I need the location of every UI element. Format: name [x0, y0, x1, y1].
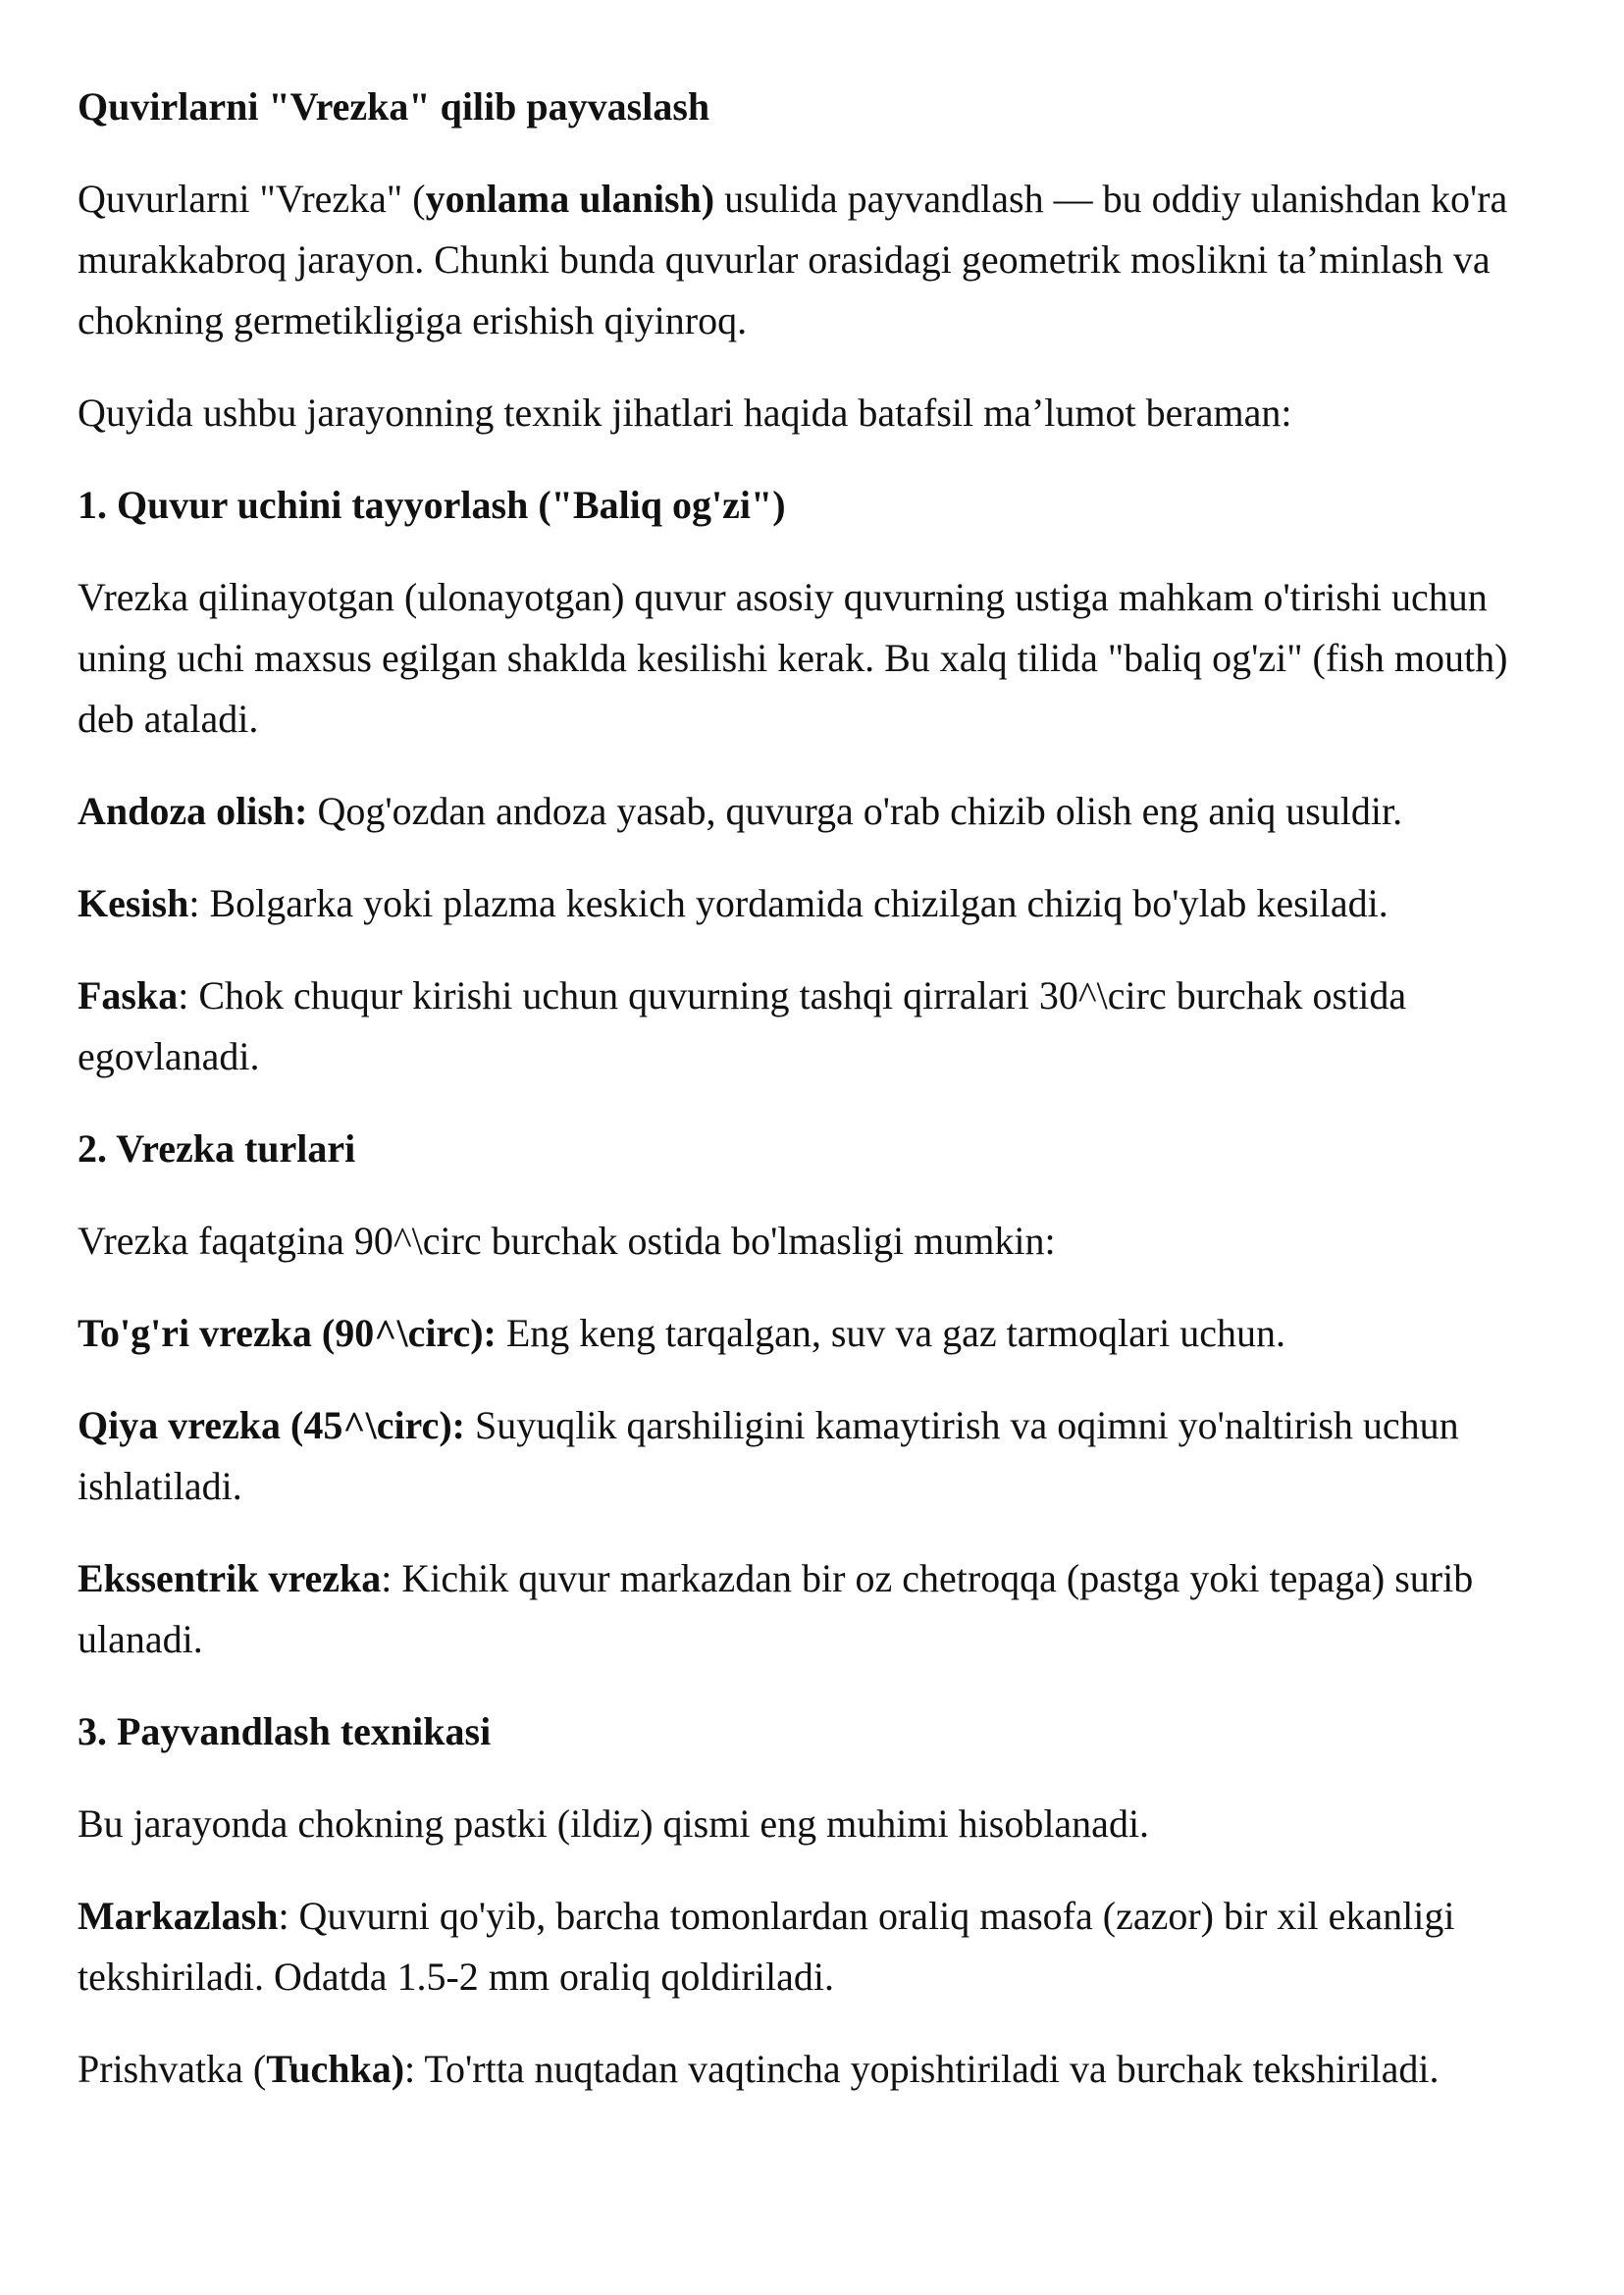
item-term: Faska: [78, 973, 179, 1017]
item-description: : To'rtta nuqtadan vaqtincha yopishtiriladi va burchak tekshiriladi.: [404, 2047, 1440, 2091]
document-title: Quvirlarni "Vrezka" qilib payvaslash: [78, 84, 710, 129]
item-term: Tuchka): [266, 2047, 405, 2091]
item-term: Markazlash: [78, 1894, 279, 1938]
item-description: : Kichik quvur markazdan bir oz chetroqqa (pastga yoki tepaga) surib ulanadi.: [78, 1556, 1474, 1661]
item-term: To'g'ri vrezka (90^\circ):: [78, 1311, 497, 1355]
item-description: Suyuqlik qarshiligini kamaytirish va oqimni yo'naltirish uchun ishlatiladi.: [78, 1403, 1459, 1508]
intro-text-end: usulida payvandlash — bu oddiy ulanishdan ko'ra murakkabroq jarayon. Chunki bunda quvurlar orasidagi geometrik moslikni ta’minlash va chokning germetikligiga erishish qiyinroq.: [78, 177, 1508, 342]
item-description: : Quvurni qo'yib, barcha tomonlardan oraliq masofa (zazor) bir xil ekanligi tekshiriladi. Odatda 1.5-2 mm oraliq qoldiriladi.: [78, 1894, 1455, 1999]
section-2-heading: 2. Vrezka turlari: [78, 1126, 356, 1171]
intro-bold-term: yonlama ulanish): [425, 177, 715, 221]
section-3-item-markazlash: [78, 1886, 1569, 2008]
item-description: : Chok chuqur kirishi uchun quvurning tashqi qirralari 30^\circ burchak ostida egovlanadi.: [78, 973, 1407, 1078]
section-2-item-qiya: [78, 1395, 1569, 1517]
section-3-text: Bu jarayonda chokning pastki (ildiz) qismi eng muhimi hisoblanadi.: [78, 1801, 1150, 1846]
item-prefix: Prishvatka (: [78, 2047, 267, 2091]
item-description: : Bolgarka yoki plazma keskich yordamida chizilgan chiziq bo'ylab kesiladi.: [188, 881, 1388, 925]
item-term: Kesish: [78, 881, 189, 925]
item-description: Qog'ozdan andoza yasab, quvurga o'rab chizib olish eng aniq usuldir.: [307, 789, 1403, 833]
document-page: [78, 77, 1569, 2131]
section-2-text: Vrezka faqatgina 90^\circ burchak ostida bo'lmasligi mumkin:: [78, 1219, 1056, 1263]
section-1-item-kesish: [78, 873, 1569, 934]
intro-text-start: Quvurlarni "Vrezka" (: [78, 177, 426, 221]
intro-paragraph: [78, 169, 1569, 351]
item-description: Eng keng tarqalgan, suv va gaz tarmoqlari uchun.: [496, 1311, 1286, 1355]
section-3-heading: 3. Payvandlash texnikasi: [78, 1709, 492, 1753]
item-term: Qiya vrezka (45^\circ):: [78, 1403, 465, 1447]
section-1-item-faska: [78, 965, 1569, 1087]
section-1-heading: 1. Quvur uchini tayyorlash ("Baliq og'zi"): [78, 483, 786, 527]
section-2-item-ekssentrik: [78, 1548, 1569, 1670]
section-2-item-togri: [78, 1303, 1569, 1364]
section-1-text: Vrezka qilinayotgan (ulonayotgan) quvur asosiy quvurning ustiga mahkam o'tirishi uchun uning uchi maxsus egilgan shaklda kesilishi kerak. Bu xalq tilida "baliq og'zi" (fish mouth) deb ataladi.: [78, 575, 1508, 741]
section-3-item-prishvatka: [78, 2039, 1569, 2100]
section-1-item-template: [78, 781, 1569, 842]
item-term: Andoza olish:: [78, 789, 308, 833]
item-term: Ekssentrik vrezka: [78, 1556, 382, 1600]
intro-lead-paragraph: Quyida ushbu jarayonning texnik jihatlari haqida batafsil ma’lumot beraman:: [78, 391, 1292, 435]
